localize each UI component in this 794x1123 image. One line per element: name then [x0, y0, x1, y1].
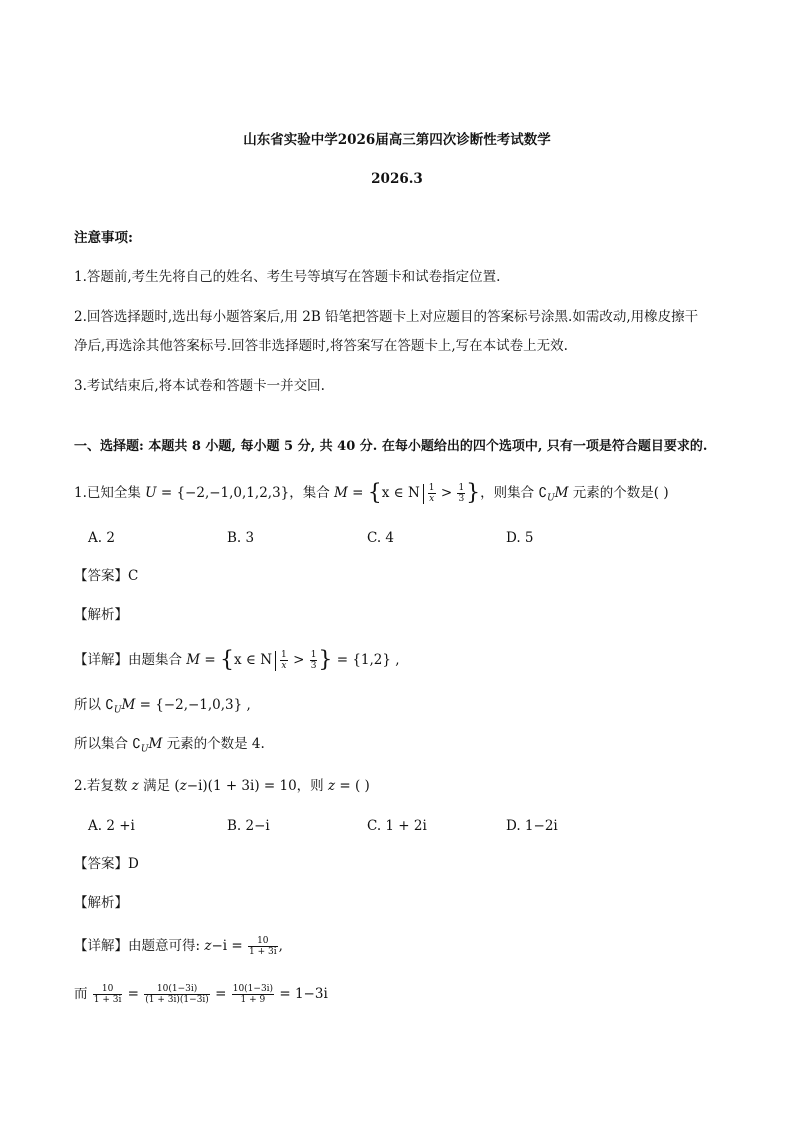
- q1-answer: 【答案】C: [74, 568, 139, 584]
- q2-answer: 【答案】D: [74, 856, 139, 872]
- q1-eq: =: [347, 485, 368, 501]
- q2-analysis-label: 【解析】: [74, 895, 128, 911]
- q1-u-symbol: U: [145, 485, 157, 501]
- notice-heading: 注意事项:: [74, 230, 133, 246]
- q1-prefix: 1.已知全集: [74, 485, 146, 501]
- q2-frac-simplified: $\frac{10(1-3i)}{1 + 9}$: [232, 984, 274, 1005]
- q1-suffix: ，则集合 ∁: [480, 485, 548, 501]
- q2-final-result: = 1−3i: [275, 986, 328, 1002]
- question-1: 1.已知全集 U = {−2,−1,0,1,2,3}，集合 M = {x ∈ N $\frac{1}{x}$ > $\frac{1}{3}$ }，则集合 $∁_UM$ 元素的个数是( ): [74, 480, 669, 506]
- q1-option-d: D. 5: [506, 530, 534, 546]
- q1-frac-1-over-x: $\frac{1}{x}$: [428, 483, 435, 504]
- notice-item-2-line-1: 2.回答选择题时,选出每小题答案后,用 2B 铅笔把答题卡上对应题目的答案标号涂黑.如需改动,用橡皮擦干: [74, 309, 699, 325]
- q1-detail-result: = {1,2} ,: [332, 652, 400, 668]
- q1-option-a: A. 2: [88, 530, 115, 546]
- section-1-heading: 一、选择题: 本题共 8 小题, 每小题 5 分, 共 40 分. 在每小题给出的四个选项中, 只有一项是符合题目要求的.: [74, 439, 708, 454]
- q1-mid: ，集合: [289, 485, 335, 501]
- q2-frac-10-over-1-3i: $\frac{10}{1 + 3i}$: [249, 936, 277, 957]
- q2-computation: 而 $\frac{10}{1 + 3i}$ = $\frac{10(1-3i)}{(1 + 3i)(1-3i)}$ = $\frac{10(1-3i)}{1 + 9}$ = 1−3i: [74, 984, 328, 1005]
- q2-option-b: B. 2−i: [227, 818, 270, 834]
- q2-option-d: D. 1−2i: [506, 818, 558, 834]
- notice-item-3: 3.考试结束后,将本试卷和答题卡一并交回.: [74, 378, 325, 394]
- question-2: 2.若复数 z 满足 (z−i)(1 + 3i) = 10，则 z = ( ): [74, 778, 370, 794]
- q1-complement-line: 所以 $∁_UM = \{-2,-1,0,3\}$ ,: [74, 697, 251, 716]
- q1-option-b: B. 3: [227, 530, 255, 546]
- exam-title: 山东省实验中学2026届高三第四次诊断性考试数学: [243, 132, 551, 148]
- q2-option-c: C. 1 + 2i: [367, 818, 427, 834]
- q1-detail-set: {x ∈ N $\frac{1}{x}$ > $\frac{1}{3}$ }: [220, 647, 333, 673]
- q1-set-m: {x ∈ N $\frac{1}{x}$ > $\frac{1}{3}$ }: [367, 480, 481, 506]
- q2-frac-conjugate: $\frac{10(1-3i)}{(1 + 3i)(1-3i)}$: [145, 984, 209, 1005]
- q1-detail: 【详解】由题集合 M = {x ∈ N $\frac{1}{x}$ > $\frac{1}{3}$ } = {1,2} ,: [74, 647, 400, 673]
- notice-item-1: 1.答题前,考生先将自己的姓名、考生号等填写在答题卡和试卷指定位置.: [74, 269, 501, 285]
- q1-option-c: C. 4: [367, 530, 395, 546]
- q2-option-a: A. 2 +i: [88, 818, 135, 834]
- q1-set-cond: x ∈ N: [381, 485, 420, 501]
- q1-analysis-label: 【解析】: [74, 607, 128, 623]
- notice-item-2-line-2: 净后,再选涂其他答案标号.回答非选择题时,将答案写在答题卡上,写在本试卷上无效.: [74, 338, 568, 354]
- exam-date: 2026.3: [371, 171, 423, 187]
- q1-u-set: = {−2,−1,0,1,2,3}: [156, 485, 290, 501]
- q2-detail: 【详解】由题意可得: z−i = $\frac{10}{1 + 3i}$ ,: [74, 936, 283, 957]
- q1-suffix-2: 元素的个数是( ): [568, 485, 669, 501]
- q1-frac-1-over-3: $\frac{1}{3}$: [458, 483, 465, 504]
- q1-count-line: 所以集合 $∁_UM$ 元素的个数是 4.: [74, 736, 265, 755]
- q1-m-symbol: M: [334, 485, 348, 501]
